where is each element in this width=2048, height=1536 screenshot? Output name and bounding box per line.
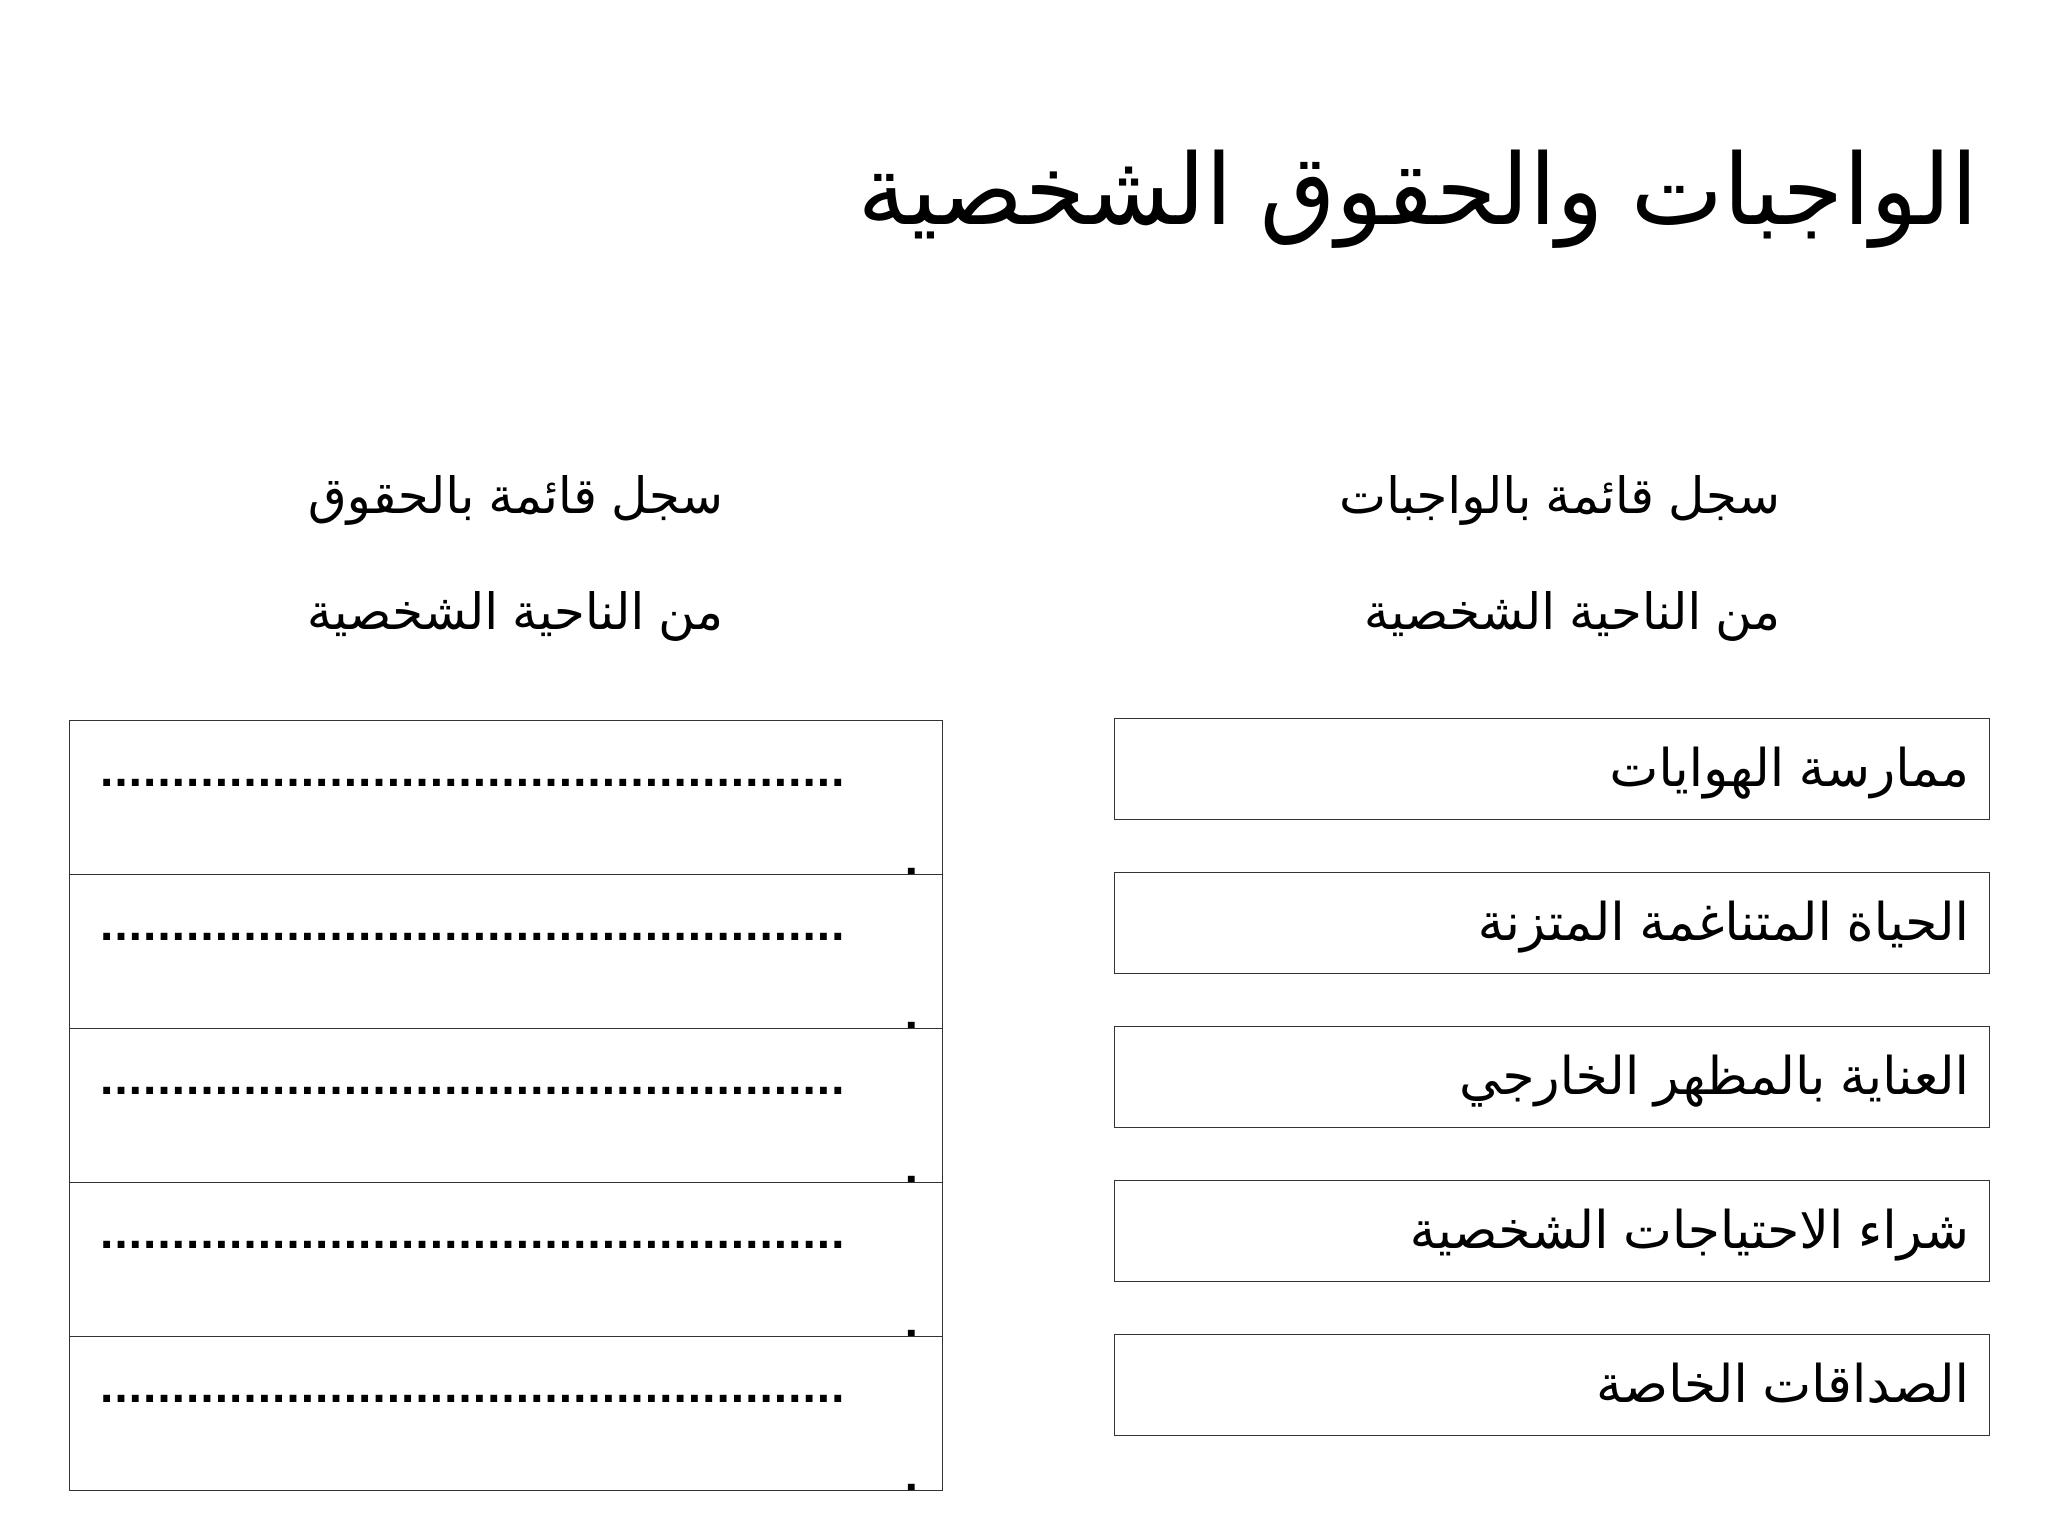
- duty-item: الحياة المتناغمة المتزنة: [1114, 872, 1990, 974]
- slide-title: الواجبات والحقوق الشخصية: [857, 135, 1978, 245]
- rights-entry-box[interactable]: [69, 1336, 943, 1491]
- duty-item: العناية بالمظهر الخارجي: [1114, 1026, 1990, 1128]
- rights-heading: [163, 464, 723, 696]
- rights-heading-line-2: من الناحية الشخصية: [306, 584, 723, 640]
- duties-heading: [1220, 464, 1780, 696]
- rights-entry-box[interactable]: [69, 1182, 943, 1337]
- duties-heading-line-2: من الناحية الشخصية: [1363, 584, 1780, 640]
- duty-item: الصداقات الخاصة: [1114, 1334, 1990, 1436]
- rights-entry-dot-end: .: [904, 1141, 918, 1183]
- rights-entry-dot-end: .: [904, 1449, 918, 1491]
- rights-entry-dots: ....................................................: [100, 1052, 846, 1105]
- duty-item: شراء الاحتياجات الشخصية: [1114, 1180, 1990, 1282]
- rights-entry-dots: ....................................................: [100, 744, 846, 797]
- rights-heading-line-1: سجل قائمة بالحقوق: [307, 468, 723, 524]
- rights-entry-dots: ....................................................: [100, 1206, 846, 1259]
- rights-entry-dot-end: .: [904, 833, 918, 875]
- rights-entry-dot-end: .: [904, 1295, 918, 1337]
- rights-entry-dots: ....................................................: [100, 1360, 846, 1413]
- rights-entry-box[interactable]: [69, 720, 943, 875]
- rights-entry-box[interactable]: [69, 874, 943, 1029]
- rights-entry-dots: ....................................................: [100, 898, 846, 951]
- duties-heading-line-1: سجل قائمة بالواجبات: [1339, 468, 1780, 524]
- duty-item: ممارسة الهوايات: [1114, 718, 1990, 820]
- rights-entry-dot-end: .: [904, 987, 918, 1029]
- rights-entry-box[interactable]: [69, 1028, 943, 1183]
